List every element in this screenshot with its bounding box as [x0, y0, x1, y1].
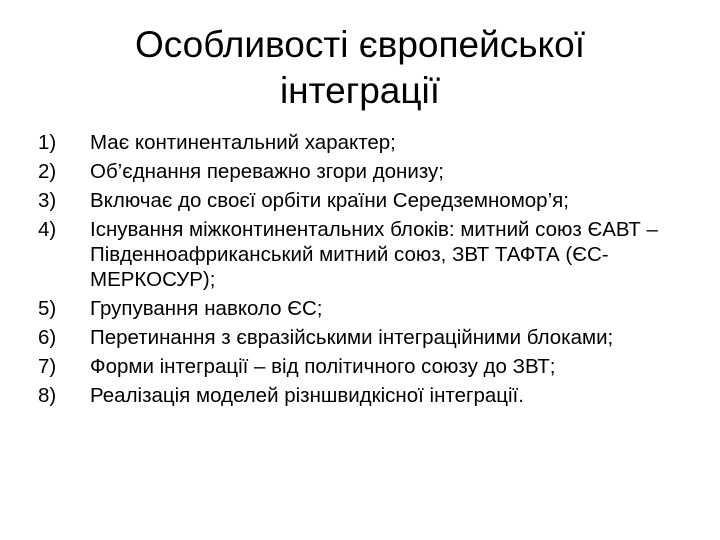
list-item-number: 4) [38, 218, 57, 241]
list-item-text: Існування міжконтинентальних блоків: митний союз ЄАВТ – Південноафриканський митний союз, ЗВТ ТАФТА (ЄС-МЕРКОСУР); [90, 218, 658, 291]
numbered-list [38, 130, 688, 412]
list-item [38, 383, 688, 408]
list-item [38, 159, 688, 184]
list-item-number: 5) [38, 297, 57, 320]
list-item-number: 6) [38, 326, 57, 349]
list-item [38, 217, 688, 292]
list-item-text: Має континентальний характер; [90, 131, 396, 154]
list-item-number: 2) [38, 160, 57, 183]
list-item-number: 1) [38, 131, 57, 154]
slide-title-line-2: інтеграції [279, 70, 441, 111]
list-item-text: Об’єднання переважно згори донизу; [90, 160, 444, 183]
list-item [38, 325, 688, 350]
list-item-text: Включає до своєї орбіти країни Середземномор’я; [90, 189, 569, 212]
list-item-number: 8) [38, 384, 57, 407]
slide-title [60, 22, 660, 114]
list-item-text: Реалізація моделей різншвидкісної інтеграції. [90, 384, 524, 407]
list-item [38, 296, 688, 321]
list-item [38, 188, 688, 213]
list-item-number: 3) [38, 189, 57, 212]
list-item-text: Перетинання з євразійськими інтеграційними блоками; [90, 326, 614, 349]
list-item-number: 7) [38, 355, 57, 378]
list-item-text: Групування навколо ЄС; [90, 297, 323, 320]
slide-title-line-1: Особливості європейської [134, 24, 586, 65]
list-item [38, 354, 688, 379]
list-item-text: Форми інтеграції – від політичного союзу до ЗВТ; [90, 355, 556, 378]
list-item [38, 130, 688, 155]
